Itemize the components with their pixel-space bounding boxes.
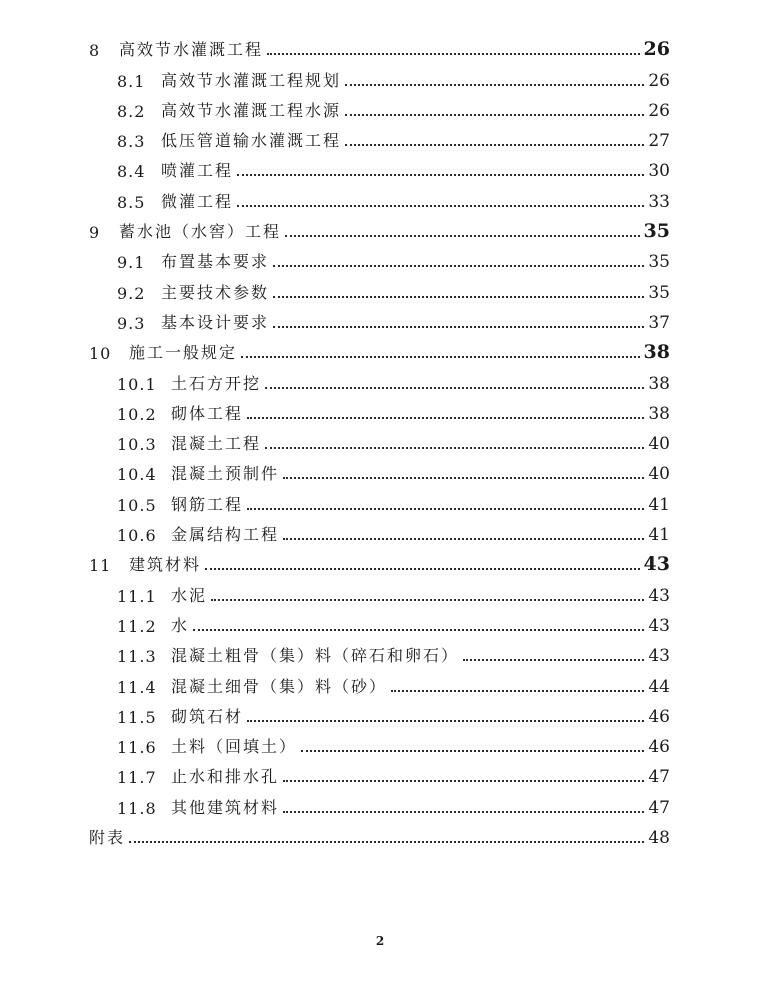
dot-leader (273, 296, 644, 298)
toc-number: 10.4 (117, 465, 157, 485)
toc-page-number: 38 (648, 373, 670, 394)
toc-title: 高效节水灌溉工程规划 (161, 70, 342, 90)
toc-page-number: 35 (648, 282, 670, 303)
toc-page-number: 37 (648, 312, 670, 333)
toc-page-number: 27 (648, 131, 670, 152)
toc-number: 10.1 (117, 374, 157, 394)
toc-page-number: 43 (648, 615, 670, 636)
toc-page-number: 38 (648, 403, 670, 424)
dot-leader (247, 417, 644, 419)
toc-entry-11[interactable] (89, 545, 670, 575)
toc-number: 11.1 (117, 586, 157, 606)
toc-page-number: 40 (648, 434, 670, 455)
toc-title: 布置基本要求 (161, 252, 270, 272)
toc-title: 土石方开挖 (171, 373, 262, 393)
toc-title: 微灌工程 (161, 191, 234, 211)
toc-page-number: 46 (648, 737, 670, 758)
toc-entry-8-4[interactable] (89, 151, 670, 181)
toc-title: 水泥 (171, 585, 208, 605)
dot-leader (283, 538, 644, 540)
toc-entry-10-4[interactable] (89, 454, 670, 484)
toc-page-number: 40 (648, 464, 670, 485)
toc-entry-11-8[interactable] (89, 787, 670, 817)
toc-entry-11-1[interactable] (89, 575, 670, 605)
toc-entry-9-1[interactable] (89, 242, 670, 272)
toc-entry-10-5[interactable] (89, 484, 670, 514)
toc-number: 10 (89, 344, 112, 364)
toc-title: 混凝土粗骨（集）料（碎石和卵石） (171, 646, 460, 666)
toc-number: 11.2 (117, 616, 157, 636)
toc-number: 10.3 (117, 435, 157, 455)
toc-title: 混凝土工程 (171, 434, 262, 454)
toc-page-number: 46 (648, 706, 670, 727)
toc-number: 8.3 (117, 132, 146, 152)
dot-leader (237, 205, 644, 207)
toc-title: 主要技术参数 (161, 282, 270, 302)
toc-title: 止水和排水孔 (171, 767, 280, 787)
toc-number: 11.8 (117, 798, 157, 818)
dot-leader (345, 144, 644, 146)
toc-entry-8-1[interactable] (89, 60, 670, 90)
dot-leader (265, 447, 644, 449)
toc-number: 8.4 (117, 162, 146, 182)
toc-number: 8.5 (117, 192, 146, 212)
dot-leader (283, 811, 644, 813)
toc-number: 9.2 (117, 283, 146, 303)
toc-entry-11-7[interactable] (89, 757, 670, 787)
dot-leader (247, 720, 644, 722)
toc-entry-appendix[interactable] (89, 818, 670, 848)
toc-number: 9.3 (117, 313, 146, 333)
toc-page-number: 43 (648, 585, 670, 606)
toc-page-number: 47 (648, 767, 670, 788)
toc-number: 8.1 (117, 71, 146, 91)
toc-page-number: 33 (648, 191, 670, 212)
toc-entry-8-5[interactable] (89, 181, 670, 211)
toc-number: 8 (89, 41, 101, 61)
table-of-contents (89, 30, 670, 848)
toc-title: 基本设计要求 (161, 312, 270, 332)
toc-page-number: 43 (648, 646, 670, 667)
toc-number: 11.7 (117, 768, 157, 788)
toc-entry-9-3[interactable] (89, 303, 670, 333)
toc-entry-11-6[interactable] (89, 727, 670, 757)
dot-leader (129, 841, 644, 843)
toc-entry-8-2[interactable] (89, 91, 670, 121)
toc-title: 土料（回填土） (171, 737, 298, 757)
toc-entry-10[interactable] (89, 333, 670, 363)
dot-leader (273, 326, 644, 328)
toc-entry-10-2[interactable] (89, 394, 670, 424)
toc-number: 9 (89, 223, 101, 243)
dot-leader (345, 114, 644, 116)
dot-leader (193, 629, 644, 631)
toc-entry-10-1[interactable] (89, 363, 670, 393)
dot-leader (301, 750, 644, 752)
toc-entry-11-5[interactable] (89, 697, 670, 727)
dot-leader (463, 659, 644, 661)
toc-entry-9[interactable] (89, 212, 670, 242)
dot-leader (273, 265, 644, 267)
toc-title: 高效节水灌溉工程 (119, 40, 264, 60)
toc-number: 11.3 (117, 647, 157, 667)
toc-title: 水 (171, 615, 190, 635)
toc-title: 低压管道输水灌溉工程 (161, 131, 342, 151)
toc-number: 11.6 (117, 738, 157, 758)
toc-page-number: 26 (648, 70, 670, 91)
toc-number: 10.6 (117, 526, 157, 546)
toc-title: 混凝土预制件 (171, 464, 280, 484)
dot-leader (265, 387, 644, 389)
toc-title: 金属结构工程 (171, 525, 280, 545)
dot-leader (345, 84, 644, 86)
toc-title: 钢筋工程 (171, 494, 244, 514)
toc-entry-9-2[interactable] (89, 272, 670, 302)
toc-page-number: 43 (643, 553, 670, 576)
page-footer-number: 2 (375, 934, 385, 948)
toc-page-number: 35 (643, 220, 670, 243)
toc-number: 8.2 (117, 101, 146, 121)
toc-title: 施工一般规定 (129, 343, 238, 363)
dot-leader (237, 174, 644, 176)
dot-leader (211, 599, 644, 601)
toc-page-number: 48 (648, 828, 670, 849)
dot-leader (283, 780, 644, 782)
toc-page-number: 38 (643, 341, 670, 364)
toc-title: 砌筑石材 (171, 706, 244, 726)
toc-entry-10-3[interactable] (89, 424, 670, 454)
toc-number: 10.2 (117, 404, 157, 424)
toc-number: 9.1 (117, 253, 146, 273)
toc-page-number: 26 (643, 38, 670, 61)
toc-title: 混凝土细骨（集）料（砂） (171, 676, 388, 696)
dot-leader (267, 53, 640, 55)
toc-title: 其他建筑材料 (171, 797, 280, 817)
toc-title: 建筑材料 (129, 555, 202, 575)
dot-leader (391, 690, 644, 692)
toc-number: 11.5 (117, 707, 157, 727)
toc-title: 附表 (89, 828, 126, 848)
toc-number: 11 (89, 556, 112, 576)
dot-leader (205, 568, 640, 570)
toc-title: 砌体工程 (171, 403, 244, 423)
toc-page-number: 47 (648, 797, 670, 818)
toc-entry-10-6[interactable] (89, 515, 670, 545)
toc-page-number: 41 (648, 525, 670, 546)
toc-entry-8[interactable] (89, 30, 670, 60)
toc-page-number: 30 (648, 161, 670, 182)
dot-leader (247, 508, 644, 510)
toc-page-number: 41 (648, 494, 670, 515)
toc-entry-11-4[interactable] (89, 666, 670, 696)
dot-leader (285, 235, 640, 237)
toc-page-number: 26 (648, 100, 670, 121)
toc-entry-8-3[interactable] (89, 121, 670, 151)
toc-title: 高效节水灌溉工程水源 (161, 100, 342, 120)
toc-page-number: 44 (648, 676, 670, 697)
toc-number: 10.5 (117, 495, 157, 515)
toc-entry-11-3[interactable] (89, 636, 670, 666)
toc-entry-11-2[interactable] (89, 606, 670, 636)
toc-title: 喷灌工程 (161, 161, 234, 181)
dot-leader (241, 356, 640, 358)
toc-number: 11.4 (117, 677, 157, 697)
dot-leader (283, 477, 644, 479)
toc-title: 蓄水池（水窖）工程 (119, 222, 282, 242)
toc-page-number: 35 (648, 252, 670, 273)
